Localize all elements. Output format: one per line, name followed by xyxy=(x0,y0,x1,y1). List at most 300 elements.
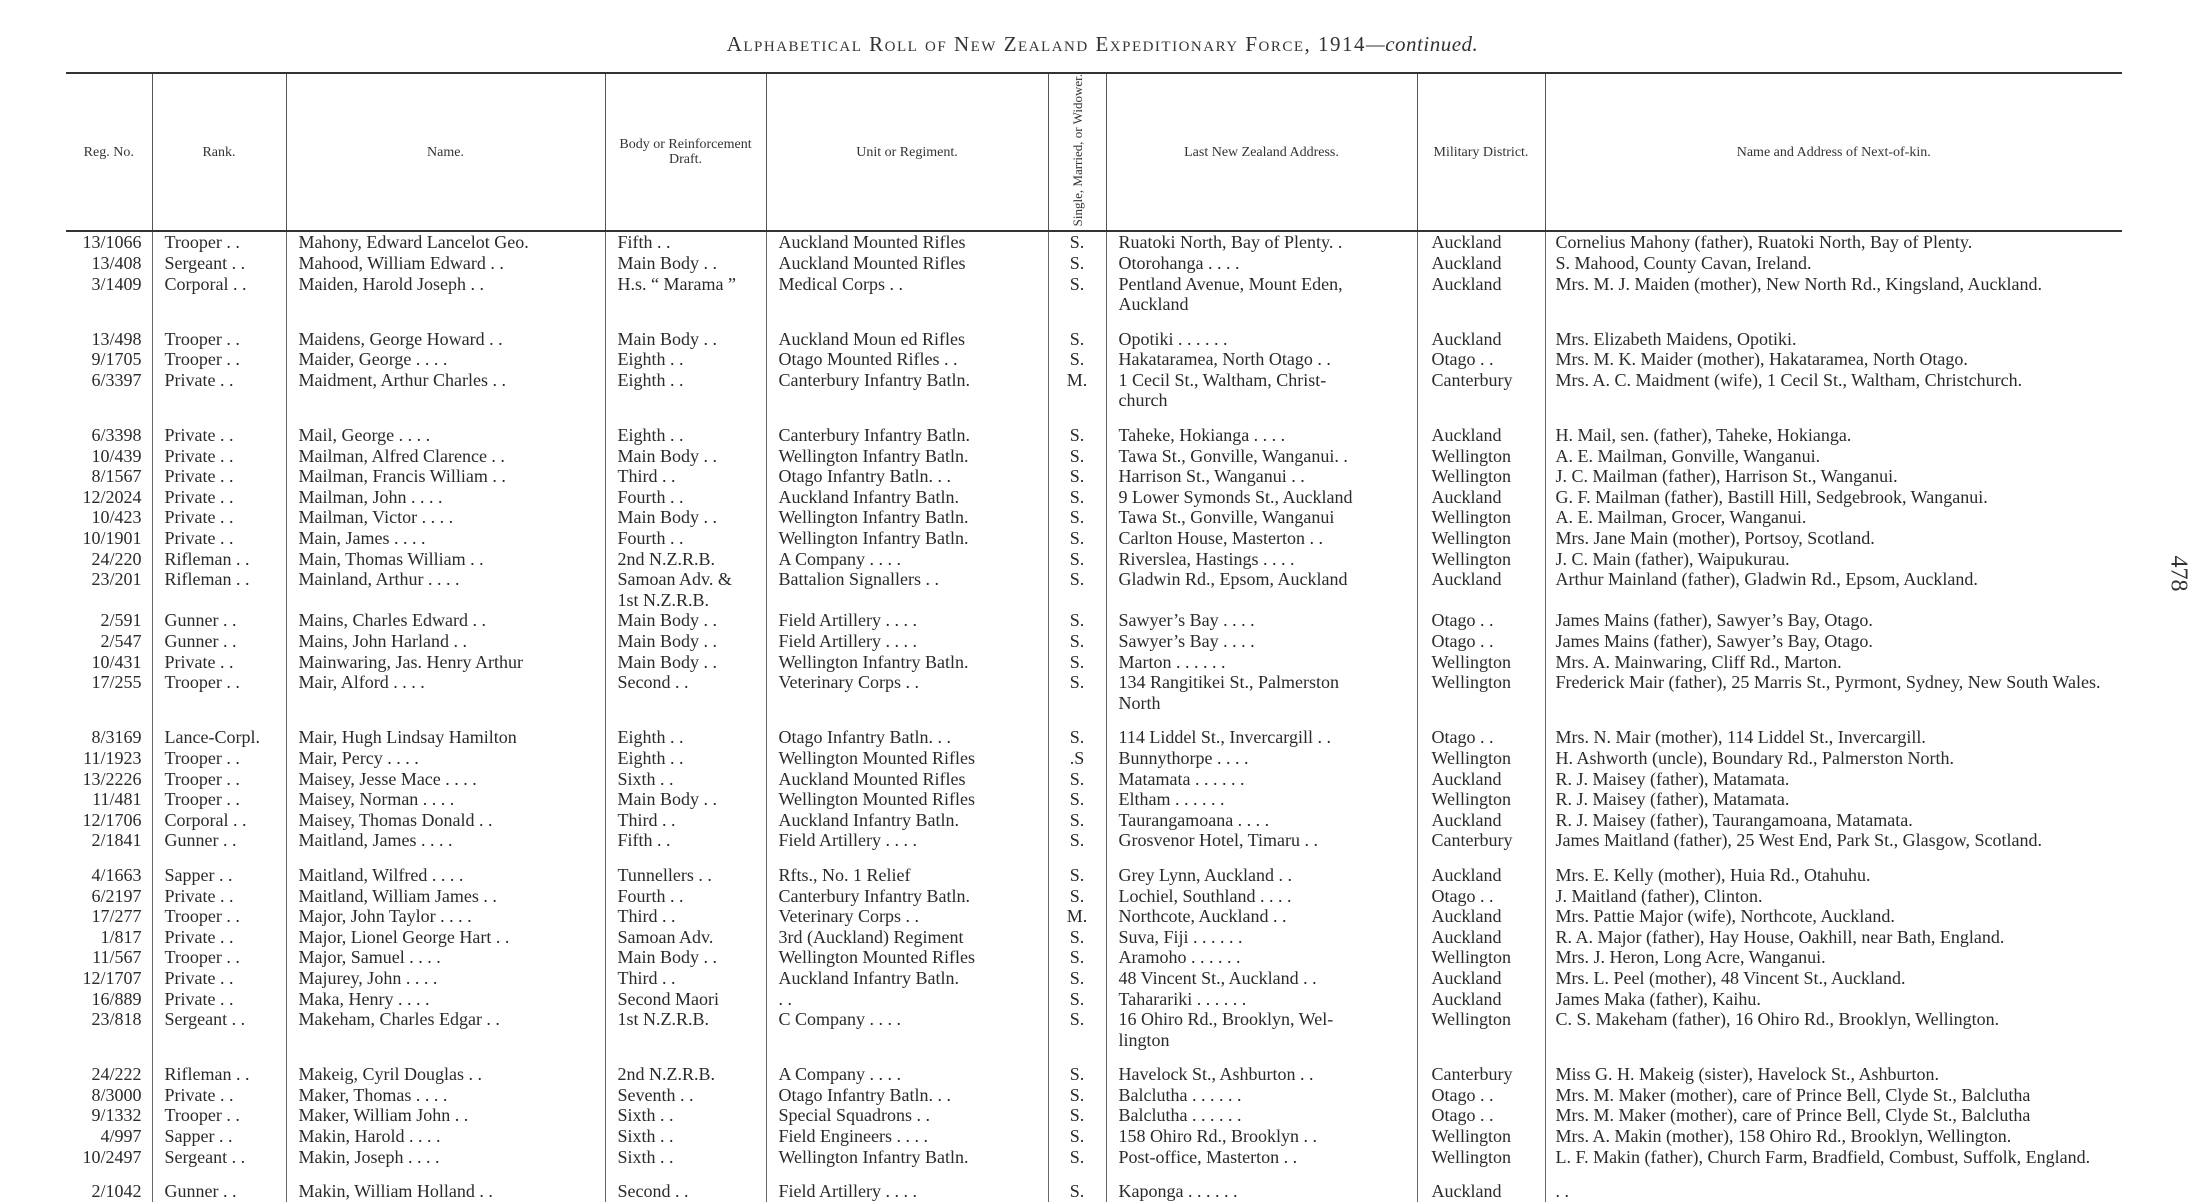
name-cell: Major, Lionel George Hart . . xyxy=(286,927,605,948)
spacer-cell xyxy=(66,851,152,865)
status-cell: S. xyxy=(1048,865,1106,886)
rank-cell: Sergeant . . xyxy=(152,1147,286,1168)
title-text: Alphabetical Roll of New Zealand Expeditionary Force, 1914 xyxy=(726,32,1367,56)
district-cell: Wellington xyxy=(1417,947,1545,968)
district-cell: Auckland xyxy=(1417,769,1545,790)
reg-no-cell: 8/3000 xyxy=(91,1084,142,1105)
reg-no-cell: 4/1663 xyxy=(91,864,142,885)
reg-no-cell: 2/547 xyxy=(100,631,142,652)
table-row xyxy=(66,446,2122,467)
reg-no-cell: 6/3398 xyxy=(91,425,142,446)
table-row xyxy=(66,1085,2122,1106)
reg-no-cell: 23/818 xyxy=(91,1009,142,1030)
spacer-cell xyxy=(605,851,766,865)
col-header-status-text: Single, Married, or Widower. xyxy=(1069,74,1085,227)
status-cell: S. xyxy=(1048,769,1106,790)
name-cell: Maker, Thomas . . . . xyxy=(286,1085,605,1106)
row-spacer xyxy=(66,1050,2122,1064)
spacer-cell xyxy=(766,1050,1048,1064)
name-cell: Mailman, Alfred Clarence . . xyxy=(286,446,605,467)
table-row xyxy=(66,947,2122,968)
spacer-cell xyxy=(152,851,286,865)
spacer-cell xyxy=(1106,851,1417,865)
rank-cell: Gunner . . xyxy=(152,830,286,851)
table-row xyxy=(66,886,2122,907)
address-cell: Post-office, Masterton . . xyxy=(1106,1147,1417,1168)
reg-no-cell: 12/2024 xyxy=(82,486,142,507)
district-cell: Canterbury xyxy=(1417,830,1545,851)
rank-cell: Trooper . . xyxy=(152,789,286,810)
unit-cell: Battalion Signallers . . xyxy=(766,569,1048,610)
reg-no-cell: 11/1923 xyxy=(83,747,142,768)
table-row xyxy=(66,610,2122,631)
address-cell: Bunnythorpe . . . . xyxy=(1106,748,1417,769)
reg-no-cell: 16/889 xyxy=(91,988,142,1009)
name-cell: Makin, William Holland . . xyxy=(286,1181,605,1202)
unit-cell: Auckland Mounted Rifles xyxy=(766,253,1048,274)
next-of-kin-cell: A. E. Mailman, Gonville, Wanganui. xyxy=(1545,446,2122,467)
unit-cell: Wellington Infantry Batln. xyxy=(766,446,1048,467)
district-cell: Auckland xyxy=(1417,1181,1545,1202)
district-cell: Auckland xyxy=(1417,927,1545,948)
name-cell: Maitland, William James . . xyxy=(286,886,605,907)
table-row xyxy=(66,349,2122,370)
address-cell: Riverslea, Hastings . . . . xyxy=(1106,549,1417,570)
spacer-cell xyxy=(766,411,1048,425)
district-cell: Wellington xyxy=(1417,1009,1545,1050)
name-cell: Mailman, Victor . . . . xyxy=(286,507,605,528)
reg-no-cell: 12/1706 xyxy=(82,809,142,830)
status-cell: S. xyxy=(1048,652,1106,673)
district-cell: Auckland xyxy=(1417,425,1545,446)
address-cell: Taheke, Hokianga . . . . xyxy=(1106,425,1417,446)
district-cell: Auckland xyxy=(1417,968,1545,989)
rank-cell: Private . . xyxy=(152,507,286,528)
unit-cell: Field Engineers . . . . xyxy=(766,1126,1048,1147)
spacer-cell xyxy=(152,411,286,425)
spacer-cell xyxy=(1417,1050,1545,1064)
next-of-kin-cell: Mrs. Jane Main (mother), Portsoy, Scotland. xyxy=(1545,528,2122,549)
spacer-cell xyxy=(66,1167,152,1181)
col-header-body: Body or Reinforcement Draft. xyxy=(605,73,766,231)
spacer-cell xyxy=(152,1050,286,1064)
status-cell: S. xyxy=(1048,727,1106,748)
col-header-rank: Rank. xyxy=(152,73,286,231)
draft-cell: Second . . xyxy=(605,672,766,713)
district-cell: Otago . . xyxy=(1417,631,1545,652)
status-cell: .S xyxy=(1048,748,1106,769)
reg-no-cell: 11/567 xyxy=(92,947,142,968)
next-of-kin-cell: Mrs. M. J. Maiden (mother), New North Rd., Kingsland, Auckland. xyxy=(1545,274,2122,315)
name-cell: Major, Samuel . . . . xyxy=(286,947,605,968)
name-cell: Mainland, Arthur . . . . xyxy=(286,569,605,610)
col-header-next-of-kin: Name and Address of Next-of-kin. xyxy=(1545,73,2122,231)
draft-cell: Sixth . . xyxy=(605,1147,766,1168)
next-of-kin-cell: Cornelius Mahony (father), Ruatoki North, Bay of Plenty. xyxy=(1545,231,2122,253)
status-cell: S. xyxy=(1048,927,1106,948)
draft-cell: Eighth . . xyxy=(605,748,766,769)
rank-cell: Corporal . . xyxy=(152,810,286,831)
spacer-cell xyxy=(1048,411,1106,425)
rank-cell: Trooper . . xyxy=(152,329,286,350)
rank-cell: Private . . xyxy=(152,446,286,467)
spacer-cell xyxy=(1545,851,2122,865)
district-cell: Auckland xyxy=(1417,487,1545,508)
table-row xyxy=(66,549,2122,570)
draft-cell: Main Body . . xyxy=(605,446,766,467)
table-row xyxy=(66,487,2122,508)
district-cell: Auckland xyxy=(1417,865,1545,886)
name-cell: Mainwaring, Jas. Henry Arthur xyxy=(286,652,605,673)
district-cell: Otago . . xyxy=(1417,349,1545,370)
district-cell: Wellington xyxy=(1417,528,1545,549)
district-cell: Otago . . xyxy=(1417,610,1545,631)
reg-no-cell: 1/817 xyxy=(100,926,142,947)
name-cell: Mailman, John . . . . xyxy=(286,487,605,508)
unit-cell: A Company . . . . xyxy=(766,549,1048,570)
table-row xyxy=(66,1009,2122,1050)
unit-cell: 3rd (Auckland) Regiment xyxy=(766,927,1048,948)
next-of-kin-cell: Miss G. H. Makeig (sister), Havelock St., Ashburton. xyxy=(1545,1064,2122,1085)
unit-cell: Field Artillery . . . . xyxy=(766,830,1048,851)
rank-cell: Lance-Corpl. xyxy=(152,727,286,748)
unit-cell: Auckland Infantry Batln. xyxy=(766,487,1048,508)
table-row xyxy=(66,727,2122,748)
next-of-kin-cell: Mrs. Pattie Major (wife), Northcote, Auckland. xyxy=(1545,906,2122,927)
rank-cell: Sapper . . xyxy=(152,865,286,886)
name-cell: Mahony, Edward Lancelot Geo. xyxy=(286,231,605,253)
next-of-kin-cell: H. Ashworth (uncle), Boundary Rd., Palmerston North. xyxy=(1545,748,2122,769)
spacer-cell xyxy=(66,315,152,329)
spacer-cell xyxy=(1048,713,1106,727)
unit-cell: . . xyxy=(766,989,1048,1010)
unit-cell: Medical Corps . . xyxy=(766,274,1048,315)
next-of-kin-cell: Mrs. A. C. Maidment (wife), 1 Cecil St., Waltham, Christchurch. xyxy=(1545,370,2122,411)
status-cell: S. xyxy=(1048,1009,1106,1050)
rank-cell: Trooper . . xyxy=(152,769,286,790)
name-cell: Mailman, Francis William . . xyxy=(286,466,605,487)
address-cell: 114 Liddel St., Invercargill . . xyxy=(1106,727,1417,748)
spacer-cell xyxy=(152,713,286,727)
district-cell: Wellington xyxy=(1417,1126,1545,1147)
address-cell: Sawyer’s Bay . . . . xyxy=(1106,610,1417,631)
next-of-kin-cell: S. Mahood, County Cavan, Ireland. xyxy=(1545,253,2122,274)
row-spacer xyxy=(66,713,2122,727)
spacer-cell xyxy=(1545,411,2122,425)
name-cell: Mair, Alford . . . . xyxy=(286,672,605,713)
district-cell: Wellington xyxy=(1417,507,1545,528)
spacer-cell xyxy=(605,315,766,329)
district-cell: Auckland xyxy=(1417,989,1545,1010)
status-cell: S. xyxy=(1048,886,1106,907)
table-row xyxy=(66,927,2122,948)
status-cell: S. xyxy=(1048,253,1106,274)
unit-cell: Wellington Infantry Batln. xyxy=(766,1147,1048,1168)
address-cell: Pentland Avenue, Mount Eden, Auckland xyxy=(1106,274,1417,315)
unit-cell: Auckland Infantry Batln. xyxy=(766,810,1048,831)
name-cell: Mail, George . . . . xyxy=(286,425,605,446)
address-cell: Carlton House, Masterton . . xyxy=(1106,528,1417,549)
district-cell: Otago . . xyxy=(1417,1085,1545,1106)
status-cell: S. xyxy=(1048,989,1106,1010)
unit-cell: A Company . . . . xyxy=(766,1064,1048,1085)
spacer-cell xyxy=(1417,1167,1545,1181)
status-cell: M. xyxy=(1048,370,1106,411)
spacer-cell xyxy=(1106,411,1417,425)
address-cell: Marton . . . . . . xyxy=(1106,652,1417,673)
spacer-cell xyxy=(766,851,1048,865)
next-of-kin-cell: L. F. Makin (father), Church Farm, Bradfield, Combust, Suffolk, England. xyxy=(1545,1147,2122,1168)
name-cell: Majurey, John . . . . xyxy=(286,968,605,989)
reg-no-cell: 13/498 xyxy=(91,328,142,349)
district-cell: Auckland xyxy=(1417,253,1545,274)
rank-cell: Sergeant . . xyxy=(152,1009,286,1050)
address-cell: Matamata . . . . . . xyxy=(1106,769,1417,790)
unit-cell: Canterbury Infantry Batln. xyxy=(766,425,1048,446)
name-cell: Major, John Taylor . . . . xyxy=(286,906,605,927)
unit-cell: Otago Infantry Batln. . . xyxy=(766,466,1048,487)
address-cell: Northcote, Auckland . . xyxy=(1106,906,1417,927)
next-of-kin-cell: Mrs. E. Kelly (mother), Huia Rd., Otahuhu. xyxy=(1545,865,2122,886)
rank-cell: Trooper . . xyxy=(152,231,286,253)
rank-cell: Rifleman . . xyxy=(152,549,286,570)
next-of-kin-cell: H. Mail, sen. (father), Taheke, Hokianga. xyxy=(1545,425,2122,446)
rank-cell: Trooper . . xyxy=(152,906,286,927)
status-cell: S. xyxy=(1048,487,1106,508)
spacer-cell xyxy=(286,315,605,329)
name-cell: Makin, Joseph . . . . xyxy=(286,1147,605,1168)
draft-cell: Fifth . . xyxy=(605,231,766,253)
address-cell: 158 Ohiro Rd., Brooklyn . . xyxy=(1106,1126,1417,1147)
address-cell: Balclutha . . . . . . xyxy=(1106,1085,1417,1106)
reg-no-cell: 9/1332 xyxy=(91,1105,142,1126)
next-of-kin-cell: R. J. Maisey (father), Matamata. xyxy=(1545,769,2122,790)
district-cell: Wellington xyxy=(1417,466,1545,487)
spacer-cell xyxy=(1048,1050,1106,1064)
table-row xyxy=(66,906,2122,927)
table-row xyxy=(66,1064,2122,1085)
status-cell: S. xyxy=(1048,1105,1106,1126)
rank-cell: Gunner . . xyxy=(152,1181,286,1202)
unit-cell: Otago Mounted Rifles . . xyxy=(766,349,1048,370)
roll-body xyxy=(66,231,2122,1202)
rank-cell: Private . . xyxy=(152,1085,286,1106)
spacer-cell xyxy=(1048,1167,1106,1181)
reg-no-cell: 10/439 xyxy=(91,445,142,466)
reg-no-cell: 24/222 xyxy=(91,1064,142,1085)
unit-cell: Auckland Moun ed Rifles xyxy=(766,329,1048,350)
spacer-cell xyxy=(1106,1167,1417,1181)
spacer-cell xyxy=(286,1167,605,1181)
row-spacer xyxy=(66,315,2122,329)
reg-no-cell: 13/2226 xyxy=(82,768,142,789)
name-cell: Mains, Charles Edward . . xyxy=(286,610,605,631)
name-cell: Maker, William John . . xyxy=(286,1105,605,1126)
draft-cell: Main Body . . xyxy=(605,631,766,652)
district-cell: Auckland xyxy=(1417,231,1545,253)
row-spacer xyxy=(66,1167,2122,1181)
status-cell: S. xyxy=(1048,446,1106,467)
unit-cell: Otago Infantry Batln. . . xyxy=(766,1085,1048,1106)
draft-cell: Sixth . . xyxy=(605,1126,766,1147)
spacer-cell xyxy=(1106,713,1417,727)
spacer-cell xyxy=(1106,1050,1417,1064)
status-cell: S. xyxy=(1048,1147,1106,1168)
reg-no-cell: 8/3169 xyxy=(91,727,142,748)
draft-cell: Sixth . . xyxy=(605,769,766,790)
draft-cell: Second Maori xyxy=(605,989,766,1010)
next-of-kin-cell: J. Maitland (father), Clinton. xyxy=(1545,886,2122,907)
draft-cell: Second . . xyxy=(605,1181,766,1202)
status-cell: S. xyxy=(1048,789,1106,810)
status-cell: S. xyxy=(1048,610,1106,631)
table-row xyxy=(66,989,2122,1010)
name-cell: Makeig, Cyril Douglas . . xyxy=(286,1064,605,1085)
spacer-cell xyxy=(286,411,605,425)
table-row xyxy=(66,466,2122,487)
status-cell: S. xyxy=(1048,830,1106,851)
spacer-cell xyxy=(152,1167,286,1181)
table-row xyxy=(66,865,2122,886)
table-row xyxy=(66,1147,2122,1168)
draft-cell: Fourth . . xyxy=(605,886,766,907)
address-cell: Taurangamoana . . . . xyxy=(1106,810,1417,831)
next-of-kin-cell: G. F. Mailman (father), Bastill Hill, Sedgebrook, Wanganui. xyxy=(1545,487,2122,508)
status-cell: S. xyxy=(1048,810,1106,831)
district-cell: Otago . . xyxy=(1417,727,1545,748)
name-cell: Makeham, Charles Edgar . . xyxy=(286,1009,605,1050)
spacer-cell xyxy=(605,411,766,425)
spacer-cell xyxy=(286,1050,605,1064)
address-cell: Otorohanga . . . . xyxy=(1106,253,1417,274)
col-header-status xyxy=(1048,73,1106,231)
status-cell: S. xyxy=(1048,274,1106,315)
rank-cell: Sapper . . xyxy=(152,1126,286,1147)
district-cell: Wellington xyxy=(1417,672,1545,713)
status-cell: S. xyxy=(1048,1085,1106,1106)
unit-cell: Field Artillery . . . . xyxy=(766,610,1048,631)
table-row xyxy=(66,528,2122,549)
col-header-unit: Unit or Regiment. xyxy=(766,73,1048,231)
next-of-kin-cell: James Maitland (father), 25 West End, Park St., Glasgow, Scotland. xyxy=(1545,830,2122,851)
rank-cell: Private . . xyxy=(152,425,286,446)
spacer-cell xyxy=(1545,315,2122,329)
district-cell: Wellington xyxy=(1417,446,1545,467)
next-of-kin-cell: C. S. Makeham (father), 16 Ohiro Rd., Brooklyn, Wellington. xyxy=(1545,1009,2122,1050)
status-cell: S. xyxy=(1048,349,1106,370)
rank-cell: Private . . xyxy=(152,989,286,1010)
unit-cell: Canterbury Infantry Batln. xyxy=(766,370,1048,411)
table-row xyxy=(66,569,2122,610)
address-cell: 48 Vincent St., Auckland . . xyxy=(1106,968,1417,989)
rank-cell: Corporal . . xyxy=(152,274,286,315)
reg-no-cell: 13/1066 xyxy=(82,232,142,253)
status-cell: S. xyxy=(1048,631,1106,652)
table-row xyxy=(66,231,2122,253)
rank-cell: Private . . xyxy=(152,528,286,549)
spacer-cell xyxy=(1545,713,2122,727)
rank-cell: Trooper . . xyxy=(152,748,286,769)
next-of-kin-cell: Mrs. L. Peel (mother), 48 Vincent St., Auckland. xyxy=(1545,968,2122,989)
draft-cell: Main Body . . xyxy=(605,652,766,673)
table-row xyxy=(66,672,2122,713)
next-of-kin-cell: Mrs. A. Mainwaring, Cliff Rd., Marton. xyxy=(1545,652,2122,673)
draft-cell: Main Body . . xyxy=(605,329,766,350)
reg-no-cell: 8/1567 xyxy=(91,466,142,487)
status-cell: S. xyxy=(1048,569,1106,610)
next-of-kin-cell: R. J. Maisey (father), Taurangamoana, Matamata. xyxy=(1545,810,2122,831)
next-of-kin-cell: James Mains (father), Sawyer’s Bay, Otago. xyxy=(1545,631,2122,652)
table-row xyxy=(66,425,2122,446)
spacer-cell xyxy=(766,315,1048,329)
unit-cell: Veterinary Corps . . xyxy=(766,672,1048,713)
spacer-cell xyxy=(1417,851,1545,865)
reg-no-cell: 11/481 xyxy=(92,789,142,810)
rank-cell: Rifleman . . xyxy=(152,569,286,610)
district-cell: Otago . . xyxy=(1417,1105,1545,1126)
address-cell: Grosvenor Hotel, Timaru . . xyxy=(1106,830,1417,851)
district-cell: Wellington xyxy=(1417,652,1545,673)
unit-cell: Wellington Mounted Rifles xyxy=(766,789,1048,810)
spacer-cell xyxy=(1417,315,1545,329)
reg-no-cell: 6/3397 xyxy=(91,369,142,390)
name-cell: Mair, Percy . . . . xyxy=(286,748,605,769)
draft-cell: Third . . xyxy=(605,810,766,831)
status-cell: S. xyxy=(1048,507,1106,528)
table-row xyxy=(66,1105,2122,1126)
row-spacer xyxy=(66,411,2122,425)
table-row xyxy=(66,631,2122,652)
address-cell: Balclutha . . . . . . xyxy=(1106,1105,1417,1126)
draft-cell: Main Body . . xyxy=(605,253,766,274)
unit-cell: C Company . . . . xyxy=(766,1009,1048,1050)
reg-no-cell: 24/220 xyxy=(91,548,142,569)
reg-no-cell: 17/255 xyxy=(91,672,142,693)
status-cell: S. xyxy=(1048,1126,1106,1147)
status-cell: S. xyxy=(1048,947,1106,968)
district-cell: Wellington xyxy=(1417,549,1545,570)
col-header-address: Last New Zealand Address. xyxy=(1106,73,1417,231)
address-cell: Tawa St., Gonville, Wanganui. . xyxy=(1106,446,1417,467)
draft-cell: 2nd N.Z.R.B. xyxy=(605,549,766,570)
spacer-cell xyxy=(152,315,286,329)
address-cell: Grey Lynn, Auckland . . xyxy=(1106,865,1417,886)
next-of-kin-cell: Frederick Mair (father), 25 Marris St., Pyrmont, Sydney, New South Wales. xyxy=(1545,672,2122,713)
rank-cell: Private . . xyxy=(152,968,286,989)
next-of-kin-cell: James Maka (father), Kaihu. xyxy=(1545,989,2122,1010)
rank-cell: Private . . xyxy=(152,886,286,907)
draft-cell: Eighth . . xyxy=(605,425,766,446)
draft-cell: 1st N.Z.R.B. xyxy=(605,1009,766,1050)
district-cell: Auckland xyxy=(1417,329,1545,350)
district-cell: Canterbury xyxy=(1417,1064,1545,1085)
draft-cell: Samoan Adv. & 1st N.Z.R.B. xyxy=(605,569,766,610)
draft-cell: Eighth . . xyxy=(605,370,766,411)
roll-table xyxy=(66,72,2122,1202)
spacer-cell xyxy=(1417,411,1545,425)
next-of-kin-cell: Mrs. N. Mair (mother), 114 Liddel St., Invercargill. xyxy=(1545,727,2122,748)
rank-cell: Private . . xyxy=(152,652,286,673)
table-row xyxy=(66,789,2122,810)
address-cell: 9 Lower Symonds St., Auckland xyxy=(1106,487,1417,508)
district-cell: Otago . . xyxy=(1417,886,1545,907)
next-of-kin-cell: James Mains (father), Sawyer’s Bay, Otago. xyxy=(1545,610,2122,631)
draft-cell: Samoan Adv. xyxy=(605,927,766,948)
status-cell: S. xyxy=(1048,1181,1106,1202)
next-of-kin-cell: R. A. Major (father), Hay House, Oakhill, near Bath, England. xyxy=(1545,927,2122,948)
name-cell: Main, Thomas William . . xyxy=(286,549,605,570)
unit-cell: Wellington Infantry Batln. xyxy=(766,652,1048,673)
